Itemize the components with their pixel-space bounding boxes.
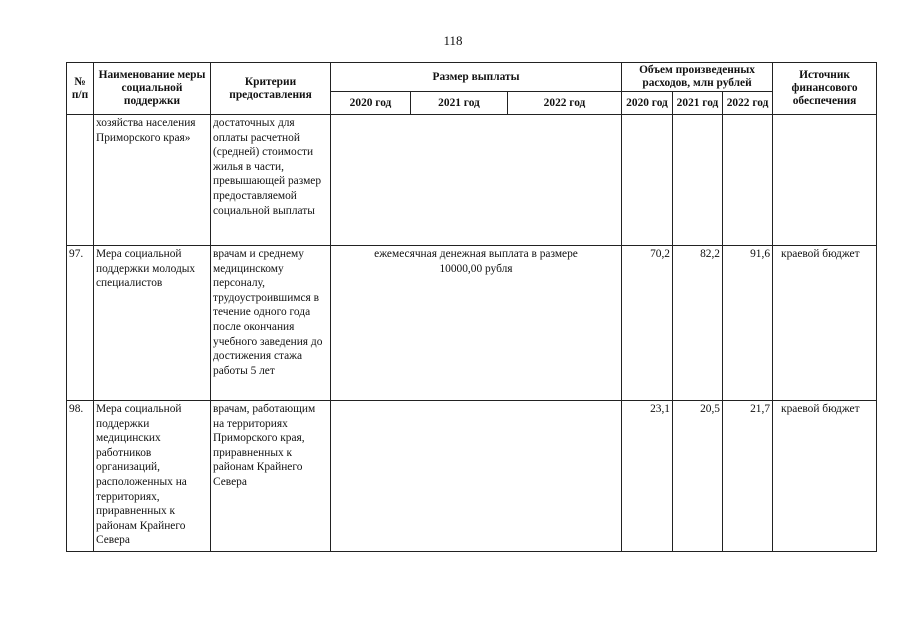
page-number: 118	[443, 33, 463, 48]
row-expense-2021: 20,5	[673, 401, 723, 552]
social-support-table	[66, 62, 877, 552]
row-criteria: врачам и среднему медицинскому персоналу, трудоустроившимся в течение одного года после окончания учебного заведения до достижения стажа работы 5 лет	[211, 246, 331, 401]
row-num	[67, 115, 94, 246]
row-num: 98.	[67, 401, 94, 552]
row-expense-2021: 82,2	[673, 246, 723, 401]
row-measure-name: Мера социальной поддержки молодых специалистов	[94, 246, 211, 401]
row-funding-source	[773, 115, 877, 246]
row-criteria: врачам, работающим на территориях Приморского края, приравненных к районам Крайнего Севера	[211, 401, 331, 552]
row-measure-name: хозяйства населения Приморского края»	[94, 115, 211, 246]
header-num: № п/п	[67, 63, 94, 115]
row-funding-source: краевой бюджет	[773, 401, 877, 552]
table-row	[67, 246, 877, 401]
table-row	[67, 115, 877, 246]
header-expenses: Объем произведенных расходов, млн рублей	[622, 63, 773, 92]
row-expense-2020: 70,2	[622, 246, 673, 401]
header-expense-year-2020: 2020 год	[622, 92, 673, 115]
row-expense-2022: 91,6	[723, 246, 773, 401]
header-payment-year-2020: 2020 год	[331, 92, 411, 115]
row-funding-source: краевой бюджет	[773, 246, 877, 401]
table-row	[67, 401, 877, 552]
row-criteria: достаточных для оплаты расчетной (средней) стоимости жилья в части, превышающей размер предоставляемой социальной выплаты	[211, 115, 331, 246]
row-expense-2020	[622, 115, 673, 246]
header-payment-year-2021: 2021 год	[411, 92, 508, 115]
header-payment-size: Размер выплаты	[331, 63, 622, 92]
header-expense-year-2022: 2022 год	[723, 92, 773, 115]
row-payment: ежемесячная денежная выплата в размере 10000,00 рубля	[331, 246, 622, 401]
header-row-main	[67, 63, 877, 92]
row-expense-2022: 21,7	[723, 401, 773, 552]
header-payment-year-2022: 2022 год	[508, 92, 622, 115]
row-expense-2021	[673, 115, 723, 246]
header-funding-source: Источник финансового обеспечения	[773, 63, 877, 115]
row-expense-2020: 23,1	[622, 401, 673, 552]
row-payment	[331, 115, 622, 246]
header-measure-name: Наименование меры социальной поддержки	[94, 63, 211, 115]
row-payment	[331, 401, 622, 552]
row-measure-name: Мера социальной поддержки медицинских работников организаций, расположенных на территориях, приравненных к районам Крайнего Севера	[94, 401, 211, 552]
row-num: 97.	[67, 246, 94, 401]
header-criteria: Критерии предоставления	[211, 63, 331, 115]
row-expense-2022	[723, 115, 773, 246]
header-expense-year-2021: 2021 год	[673, 92, 723, 115]
